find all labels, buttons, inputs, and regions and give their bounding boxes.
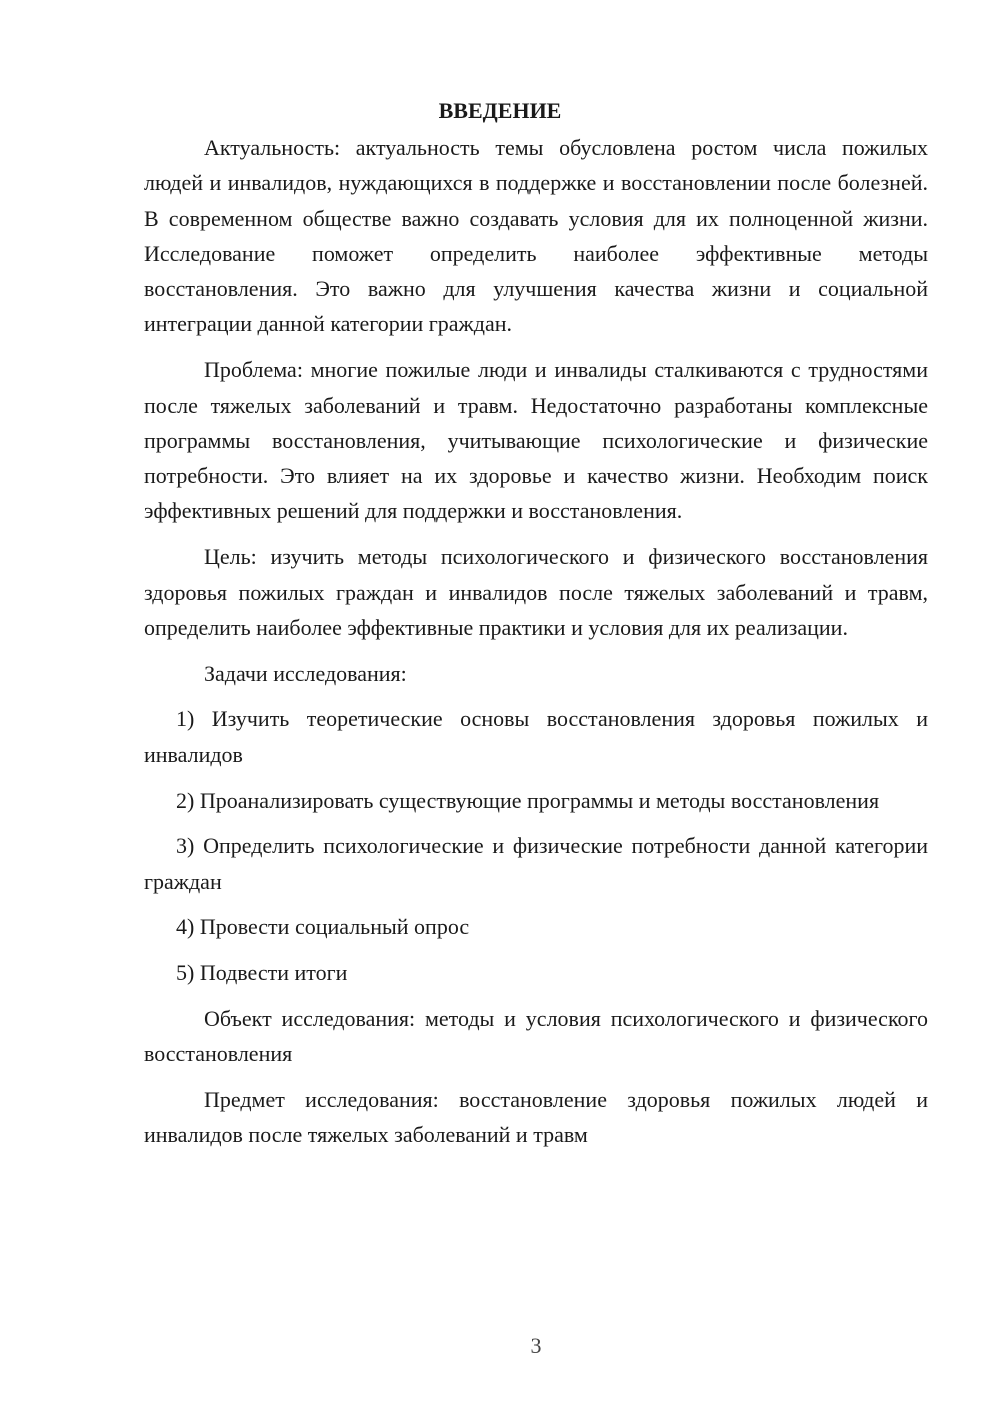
paragraph-subject: Предмет исследования: восстановление здоровья пожилых людей и инвалидов после тяжелых заболеваний и травм [144,1087,928,1148]
list-item-task-2: 2) Проанализировать существующие программы и методы восстановления [176,787,880,813]
list-item-task-5: 5) Подвести итоги [176,960,348,986]
list-item-task-1: 1) Изучить теоретические основы восстановления здоровья пожилых и инвалидов [144,706,928,767]
page-title: ВВЕДЕНИЕ [438,98,562,123]
list-item-task-4: 4) Провести социальный опрос [176,914,470,940]
paragraph-relevance: Актуальность: актуальность темы обусловлена ростом числа пожилых людей и инвалидов, нуждающихся в поддержке и восстановлении после болезней. В современном обществе важно создавать условия для их полноценной жизни. Исследование поможет определить наиболее эффективные методы восстановления. Это важно для улучшения качества жизни и социальной интеграции данной категории граждан. [144,135,928,337]
paragraph-tasks-heading: Задачи исследования: [204,660,407,686]
paragraph-object: Объект исследования: методы и условия психологического и физического восстановления [144,1006,928,1067]
page-number: 3 [530,1333,542,1358]
paragraph-goal: Цель: изучить методы психологического и физического восстановления здоровья пожилых граждан и инвалидов после тяжелых заболеваний и травм, определить наиболее эффективные практики и условия для их реализации. [144,544,928,640]
page-content [144,93,928,1153]
paragraph-problem: Проблема: многие пожилые люди и инвалиды сталкиваются с трудностями после тяжелых заболеваний и травм. Недостаточно разработаны комплексные программы восстановления, учитывающие психологические и физические потребности. Это влияет на их здоровье и качество жизни. Необходим поиск эффективных решений для поддержки и восстановления. [144,357,928,524]
list-item-task-3: 3) Определить психологические и физические потребности данной категории граждан [144,833,928,894]
